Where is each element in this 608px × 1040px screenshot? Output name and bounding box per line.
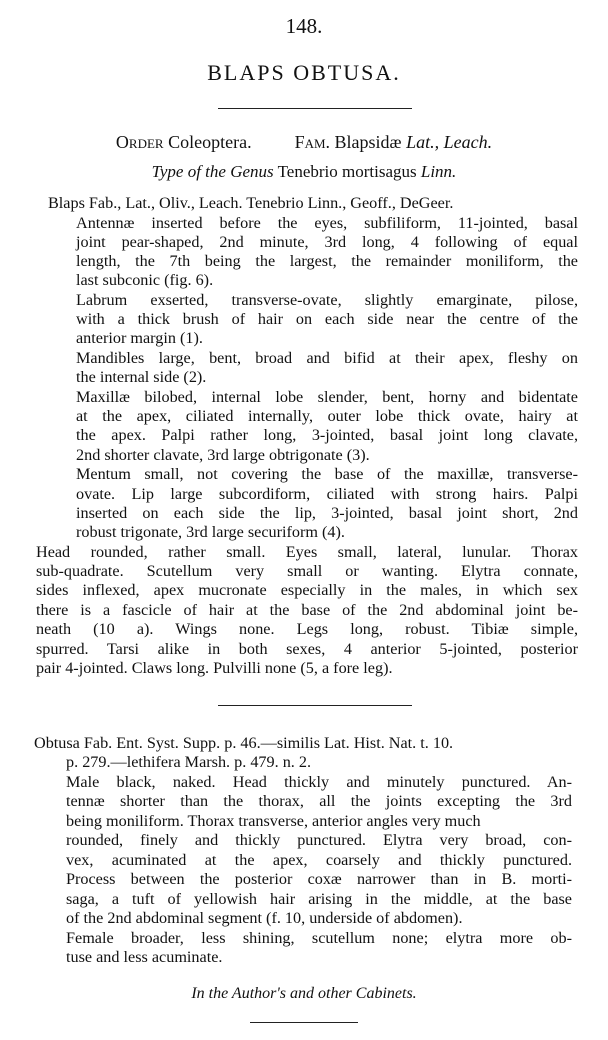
genus-line: pair 4-jointed. Claws long. Pulvilli none (5, a fore leg). xyxy=(36,659,393,677)
genus-line: inserted on each side the lip, 3-jointed, basal joint short, 2nd xyxy=(76,504,578,522)
family-value: Blapsidæ xyxy=(334,132,402,152)
species-line: vex, acuminated at the apex, coarsely and thickly punctured. xyxy=(66,851,572,869)
species-line: of the 2nd abdominal segment (f. 10, underside of abdomen). xyxy=(66,909,463,927)
genus-line: sub-quadrate. Scutellum very small or wanting. Elytra connate, xyxy=(36,562,578,580)
classification-line xyxy=(0,132,608,153)
species-line: Process between the posterior coxæ narrower than in B. morti- xyxy=(66,870,572,888)
page-title: BLAPS OBTUSA. xyxy=(207,60,401,85)
type-prefix: Type of the Genus xyxy=(151,162,274,181)
species-line: rounded, finely and thickly punctured. Elytra very broad, con- xyxy=(66,831,572,849)
genus-line: with a thick brush of hair on each side near the centre of the xyxy=(76,310,578,328)
type-species: Tenebrio mortisagus xyxy=(277,162,417,181)
species-line: tennæ shorter than the thorax, all the joints excepting the 3rd xyxy=(66,792,572,810)
genus-line: Antennæ inserted before the eyes, subfiliform, 11-jointed, basal xyxy=(76,214,578,232)
genus-line: Labrum exserted, transverse-ovate, slightly emarginate, pilose, xyxy=(76,291,578,309)
genus-line: Maxillæ bilobed, internal lobe slender, bent, horny and bidentate xyxy=(76,388,578,406)
species-line: Obtusa Fab. Ent. Syst. Supp. p. 46.—similis Lat. Hist. Nat. t. 10. xyxy=(34,734,454,752)
species-line: tuse and less acuminate. xyxy=(66,948,223,966)
type-line xyxy=(0,162,608,182)
genus-line: the apex. Palpi rather long, 3-jointed, basal joint long clavate, xyxy=(76,426,578,444)
genus-line: neath (10 a). Wings none. Legs long, robust. Tibiæ simple, xyxy=(36,620,578,638)
species-line: Male black, naked. Head thickly and minutely punctured. An- xyxy=(66,773,572,791)
genus-line: spurred. Tarsi alike in both sexes, 4 anterior 5-jointed, posterior xyxy=(36,640,578,658)
family-authors: Lat., Leach. xyxy=(406,132,493,152)
order-label: Order xyxy=(115,132,164,152)
genus-line: ovate. Lip large subcordiform, ciliated with strong hairs. Palpi xyxy=(76,485,578,503)
genus-line: sides inflexed, apex mucronate especially in the males, in which sex xyxy=(36,581,578,599)
title-rule xyxy=(218,108,412,109)
genus-line: robust trigonate, 3rd large securiform (4). xyxy=(76,523,345,541)
genus-line: Mentum small, not covering the base of the maxillæ, transverse- xyxy=(76,465,578,483)
genus-line: the internal side (2). xyxy=(76,368,207,386)
genus-line: joint pear-shaped, 2nd minute, 3rd long, 4 following of equal xyxy=(76,233,578,251)
section-rule xyxy=(218,705,412,706)
genus-line: Mandibles large, bent, broad and bifid at their apex, fleshy on xyxy=(76,349,578,367)
species-line: Female broader, less shining, scutellum none; elytra more ob- xyxy=(66,929,572,947)
genus-line: there is a fascicle of hair at the base of the 2nd abdominal joint be- xyxy=(36,601,578,619)
cabinet-note: In the Author's and other Cabinets. xyxy=(191,985,417,1002)
genus-line: length, the 7th being the largest, the remainder moniliform, the xyxy=(76,252,578,270)
genus-line: anterior margin (1). xyxy=(76,329,203,347)
genus-line: Blaps Fab., Lat., Oliv., Leach. Tenebrio Linn., Geoff., DeGeer. xyxy=(48,194,454,212)
order-value: Coleoptera. xyxy=(168,132,252,152)
species-line: being moniliform. Thorax transverse, anterior angles very much xyxy=(66,812,481,830)
species-line: p. 279.—lethifera Marsh. p. 479. n. 2. xyxy=(66,753,312,771)
genus-line: Head rounded, rather small. Eyes small, lateral, lunular. Thorax xyxy=(36,543,578,561)
family-label: Fam. xyxy=(294,132,331,152)
species-line: saga, a tuft of yellowish hair arising in the middle, at the base xyxy=(66,890,572,908)
genus-line: last subconic (fig. 6). xyxy=(76,271,214,289)
type-author: Linn. xyxy=(420,162,457,181)
genus-line: 2nd shorter clavate, 3rd large obtrigonate (3). xyxy=(76,446,370,464)
footer-rule xyxy=(250,1022,358,1023)
page-number: 148. xyxy=(285,14,323,38)
genus-line: at the apex, ciliated internally, outer lobe thick ovate, hairy at xyxy=(76,407,578,425)
